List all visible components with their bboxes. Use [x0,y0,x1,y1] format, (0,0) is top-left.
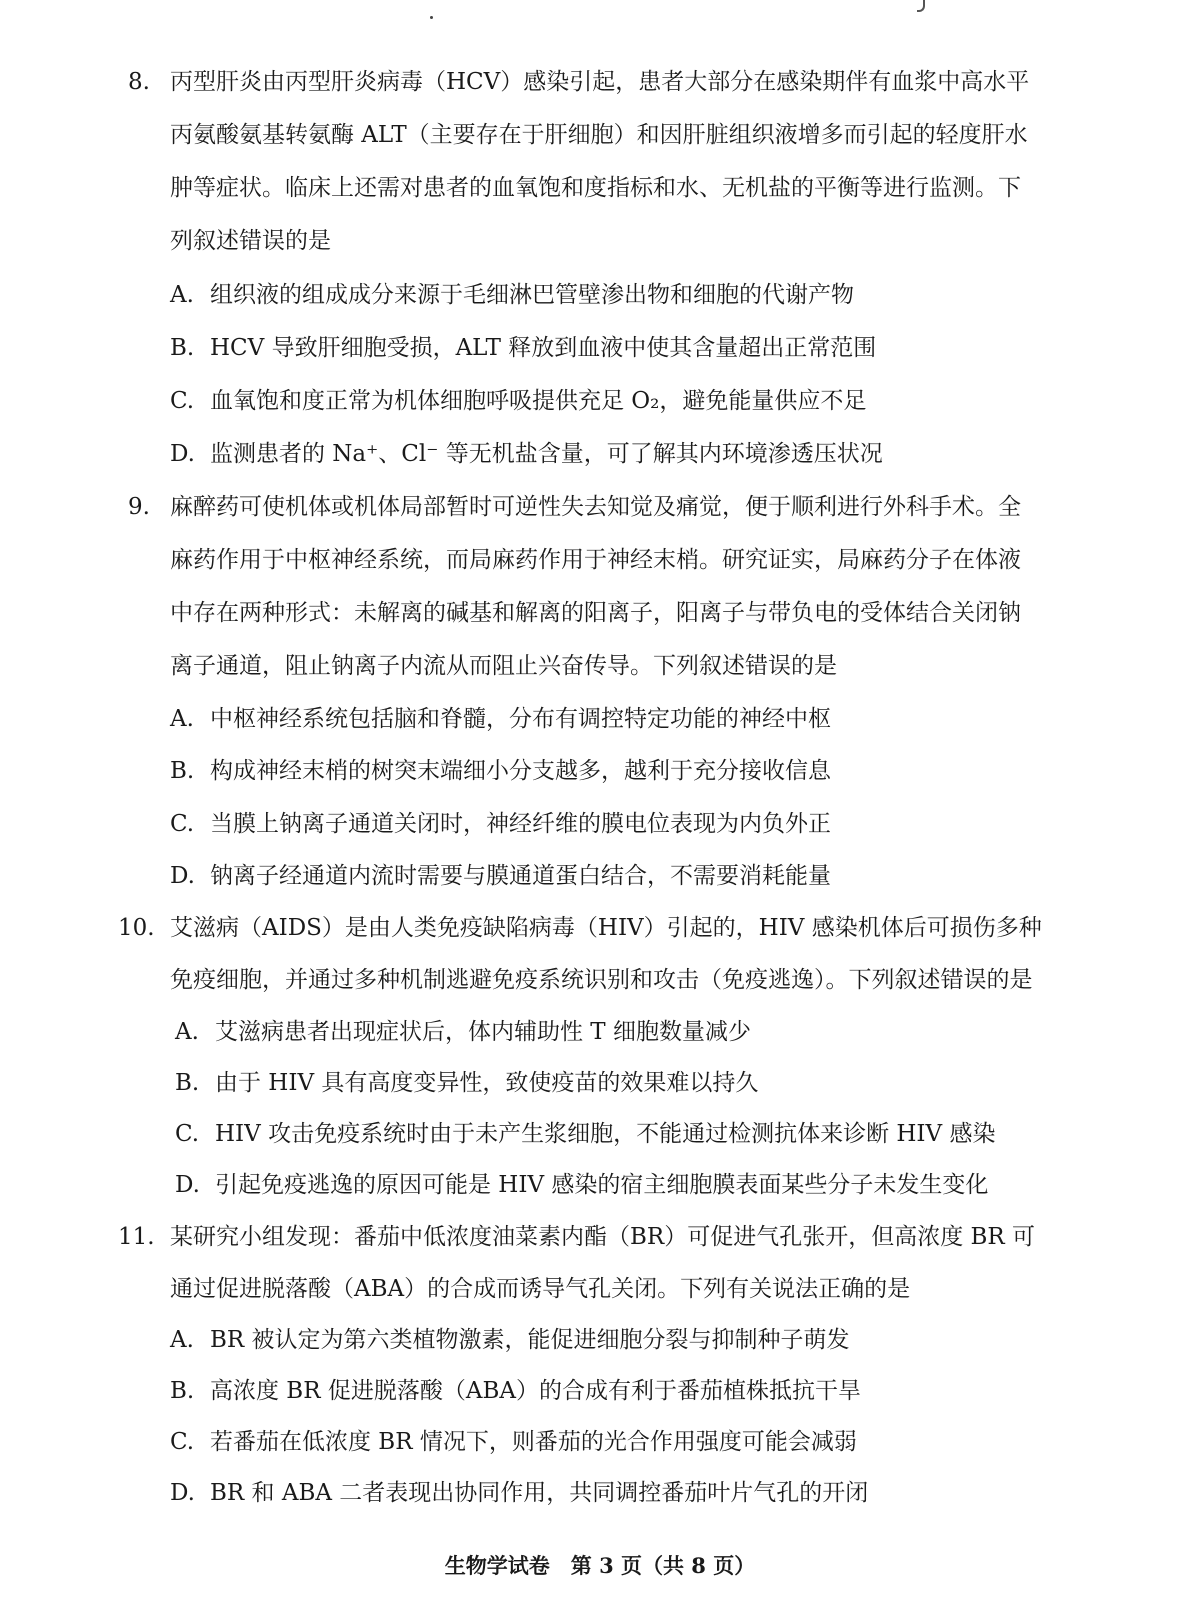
scan-speck [430,16,433,19]
option-letter: B. [170,335,195,361]
question-stem-line: 离子通道，阻止钠离子内流从而阻止兴奋传导。下列叙述错误的是 [170,653,837,679]
option-letter: D. [170,863,195,889]
option-a [170,1325,850,1355]
option-text: 高浓度 BR 促进脱落酸（ABA）的合成有利于番茄植株抵抗干旱 [210,1378,861,1404]
option-letter: B. [170,1378,195,1404]
question-number: 11. [118,1224,155,1250]
option-letter: A. [175,1019,199,1045]
option-text: 若番茄在低浓度 BR 情况下，则番茄的光合作用强度可能会减弱 [210,1429,857,1455]
option-text: 组织液的组成成分来源于毛细淋巴管壁渗出物和细胞的代谢产物 [210,282,854,308]
option-letter: A. [170,706,194,732]
option-letter: A. [170,1327,194,1353]
option-text: HIV 攻击免疫系统时由于未产生浆细胞，不能通过检测抗体来诊断 HIV 感染 [215,1121,996,1147]
option-c [170,386,866,416]
option-c [170,809,831,839]
option-d [170,1478,868,1508]
option-letter: B. [175,1070,200,1096]
option-a [175,1017,751,1047]
option-text: 监测患者的 Na⁺、Cl⁻ 等无机盐含量，可了解其内环境渗透压状况 [210,441,883,467]
question-stem-line: 某研究小组发现：番茄中低浓度油菜素内酯（BR）可促进气孔张开，但高浓度 BR 可 [170,1224,1036,1250]
question-stem-line: 免疫细胞，并通过多种机制逃避免疫系统识别和攻击（免疫逃逸）。下列叙述错误的是 [170,967,1033,993]
option-letter: C. [170,388,195,414]
option-letter: C. [170,811,195,837]
question-stem-line: 艾滋病（AIDS）是由人类免疫缺陷病毒（HIV）引起的，HIV 感染机体后可损伤多种 [170,915,1042,941]
option-a [170,704,831,734]
option-b [170,756,831,786]
option-letter: C. [175,1121,200,1147]
option-text: 中枢神经系统包括脑和脊髓，分布有调控特定功能的神经中枢 [210,706,831,732]
question-stem-line: 列叙述错误的是 [170,228,331,254]
question-stem-line: 丙氨酸氨基转氨酶 ALT（主要存在于肝细胞）和因肝脏组织液增多而引起的轻度肝水 [170,122,1028,148]
option-letter: D. [175,1172,200,1198]
option-text: HCV 导致肝细胞受损，ALT 释放到血液中使其含量超出正常范围 [210,335,877,361]
question-stem-line: 通过促进脱落酸（ABA）的合成而诱导气孔关闭。下列有关说法正确的是 [170,1276,911,1302]
option-d [170,861,831,891]
option-d [175,1170,988,1200]
page-footer: 生物学试卷 第 3 页（共 8 页） [444,1553,756,1578]
option-b [170,333,876,363]
question-number: 8. [128,69,150,95]
question-stem-line: 麻药作用于中枢神经系统，而局麻药作用于神经末梢。研究证实，局麻药分子在体液 [170,547,1021,573]
option-text: 引起免疫逃逸的原因可能是 HIV 感染的宿主细胞膜表面某些分子未发生变化 [215,1172,989,1198]
question-stem-line: 肿等症状。临床上还需对患者的血氧饱和度指标和水、无机盐的平衡等进行监测。下 [170,175,1021,201]
scan-mark [917,0,925,12]
option-a [170,280,854,310]
option-text: 当膜上钠离子通道关闭时，神经纤维的膜电位表现为内负外正 [210,811,831,837]
option-text: BR 和 ABA 二者表现出协同作用，共同调控番茄叶片气孔的开闭 [210,1480,869,1506]
option-b [170,1376,861,1406]
option-text: 血氧饱和度正常为机体细胞呼吸提供充足 O₂，避免能量供应不足 [210,388,867,414]
option-text: 由于 HIV 具有高度变异性，致使疫苗的效果难以持久 [215,1070,759,1096]
option-c [170,1427,857,1457]
option-text: 艾滋病患者出现症状后，体内辅助性 T 细胞数量减少 [215,1019,751,1045]
question-stem-line: 中存在两种形式：未解离的碱基和解离的阳离子，阳离子与带负电的受体结合关闭钠 [170,600,1021,626]
question-stem-line: 丙型肝炎由丙型肝炎病毒（HCV）感染引起，患者大部分在感染期伴有血浆中高水平 [170,69,1030,95]
option-text: 构成神经末梢的树突末端细小分支越多，越利于充分接收信息 [210,758,831,784]
option-b [175,1068,758,1098]
option-letter: D. [170,1480,195,1506]
option-text: BR 被认定为第六类植物激素，能促进细胞分裂与抑制种子萌发 [210,1327,850,1353]
option-text: 钠离子经通道内流时需要与膜通道蛋白结合，不需要消耗能量 [210,863,831,889]
option-letter: C. [170,1429,195,1455]
option-letter: B. [170,758,195,784]
option-c [175,1119,995,1149]
question-number: 10. [118,915,155,941]
option-letter: A. [170,282,194,308]
question-stem-line: 麻醉药可使机体或机体局部暂时可逆性失去知觉及痛觉，便于顺利进行外科手术。全 [170,494,1021,520]
option-d [170,439,883,469]
option-letter: D. [170,441,195,467]
question-number: 9. [128,494,150,520]
